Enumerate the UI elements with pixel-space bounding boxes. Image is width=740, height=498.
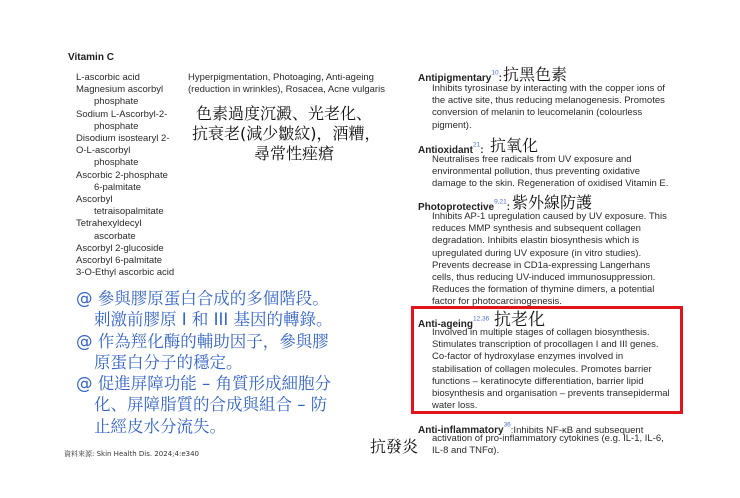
text-line: factor for photocarcinogenesis. (432, 296, 562, 308)
note-line: @ 促進屏障功能 – 角質形成細胞分 (76, 374, 331, 394)
indications-zh-3: 尋常性痤瘡 (254, 144, 335, 163)
mechanism-heading: Antipigmentary (418, 73, 492, 84)
list-item: Sodium L-Ascorbyl-2- (76, 108, 168, 120)
mechanism-zh-label: 抗發炎 (370, 437, 419, 456)
indications-zh-2: 抗衰老(減少皺紋)，酒糟， (192, 124, 381, 143)
text-line: reduces MMP synthesis and subsequent collagen (432, 223, 641, 235)
list-item: tetraisopalmitate (94, 206, 164, 218)
list-item: Magnesium ascorbyl (76, 84, 164, 96)
text-line: :Inhibits NF-κB and subsequent (510, 425, 644, 436)
mechanism-antioxidant: Antioxidant$^{21}$: (418, 141, 484, 156)
text-line: environmental pollution, thus preventing oxidative (432, 166, 641, 178)
list-item: Disodium isostearyl 2- (76, 133, 170, 145)
mechanism-text (432, 83, 692, 132)
text-line: the active site, thus reducing melanogenesis. Promotes (432, 95, 665, 107)
list-item: 6-palmitate (94, 181, 141, 193)
source-citation: 資料來源: Skin Health Dis. 2024;4:e340 (64, 450, 199, 458)
text-line: water loss. (432, 400, 478, 412)
note-line: @ 作為羥化酶的輔助因子，參與膠 (76, 331, 329, 351)
mechanism-zh-label: 抗老化 (494, 310, 545, 330)
text-line: Neutralises free radicals from UV exposure and (432, 154, 632, 165)
list-item: L-ascorbic acid (76, 72, 140, 83)
list-item: ascorbate (94, 230, 136, 242)
mechanism-zh-label: 抗氧化 (490, 136, 539, 155)
reference: 12,36 (473, 315, 490, 323)
text-line: activation of pro-inflammatory cytokines (e.g. IL-1, IL-6, (432, 433, 664, 444)
mechanism-text (432, 433, 692, 457)
mechanism-text (432, 211, 692, 309)
mechanism-heading: Anti-ageing (418, 319, 473, 330)
note-line: 原蛋白分子的穩定。 (94, 352, 243, 372)
indications-line: (reduction in wrinkles), Rosacea, Acne vulgaris (188, 84, 385, 96)
text-line: stabilisation of collagen molecules. Promotes barrier (432, 363, 652, 375)
indications (188, 72, 413, 96)
note-line: 刺激前膠原 I 和 III 基因的轉錄。 (94, 310, 333, 330)
reference: 10 (491, 69, 499, 77)
text-line: Reduces the formation of thymine dimers, a potential (432, 284, 655, 296)
mechanism-text (432, 327, 680, 412)
mechanism-photoprotective: Photoprotective$^{9,21}$: (418, 198, 511, 213)
mechanism-heading: Anti-inflammatory (418, 425, 504, 436)
mechanism-antipigmentary: Antipigmentary$^{10}$: (418, 69, 502, 84)
list-item: phosphate (94, 96, 139, 108)
note-line: @ 參與膠原蛋白合成的多個階段。 (76, 289, 329, 308)
mechanism-zh-label: 紫外線防護 (512, 193, 593, 212)
list-item: Ascorbic 2-phosphate (76, 169, 168, 181)
text-line: upregulated during UV exposure (in vitro studies). (432, 247, 642, 259)
list-item: phosphate (94, 157, 139, 169)
text-line: pigment). (432, 119, 472, 131)
note-line: 止經皮水分流失。 (94, 416, 226, 436)
note-line: 化、屏障脂質的合成與組合 – 防 (94, 395, 328, 415)
text-line: Stimulates transcription of procollagen I and III genes. (432, 339, 659, 351)
text-line: Prevents decrease in CD1a-expressing Langerhans (432, 259, 651, 271)
list-item: Ascorbyl 6-palmitate (76, 255, 163, 267)
reference: 36 (503, 421, 511, 429)
text-line: conversion of melanin to leucomelanin (colourless (432, 107, 643, 119)
page-title: Vitamin C (68, 52, 114, 63)
text-line: cells, thus reducing UV-induced immunosuppression. (432, 272, 656, 284)
indications-line: Hyperpigmentation, Photoaging, Anti-ageing (188, 72, 374, 83)
text-line: Involved in multiple stages of collagen biosynthesis. (432, 327, 650, 338)
list-item: Ascorbyl 2-glucoside (76, 242, 164, 254)
notes-zh (76, 288, 376, 437)
mechanism-heading: Antioxidant (418, 145, 473, 156)
text-line: biosynthesis and organisation – prevents transepidermal (432, 388, 670, 400)
list-item: phosphate (94, 120, 139, 132)
text-line: damage to the skin. Regeneration of oxidised Vitamin E. (432, 178, 669, 190)
reference: 9,21 (494, 198, 507, 206)
mechanism-heading: Photoprotective (418, 202, 495, 213)
reference: 21 (473, 141, 481, 149)
text-line: IL-8 and TNFα). (432, 445, 500, 457)
text-line: Inhibits AP-1 upregulation caused by UV exposure. This (432, 211, 667, 222)
mechanism-zh-label: 抗黑色素 (503, 65, 568, 84)
text-line: functions – keratinocyte differentiation, barrier lipid (432, 375, 644, 387)
list-item: Ascorbyl (76, 194, 113, 206)
text-line: degradation. Inhibits elastin biosynthesis which is (432, 235, 640, 247)
text-line: Co-factor of hydroxylase enzymes involved in (432, 351, 624, 363)
list-item: O-L-ascorbyl (76, 145, 131, 157)
mechanism-text (432, 154, 692, 191)
indications-zh-1: 色素過度沉澱、光老化、 (196, 104, 373, 123)
text-line: Inhibits tyrosinase by interacting with the copper ions of (432, 83, 665, 94)
list-item: 3-O-Ethyl ascorbic acid (76, 267, 175, 279)
list-item: Tetrahexyldecyl (76, 218, 142, 230)
forms-list (76, 72, 196, 279)
